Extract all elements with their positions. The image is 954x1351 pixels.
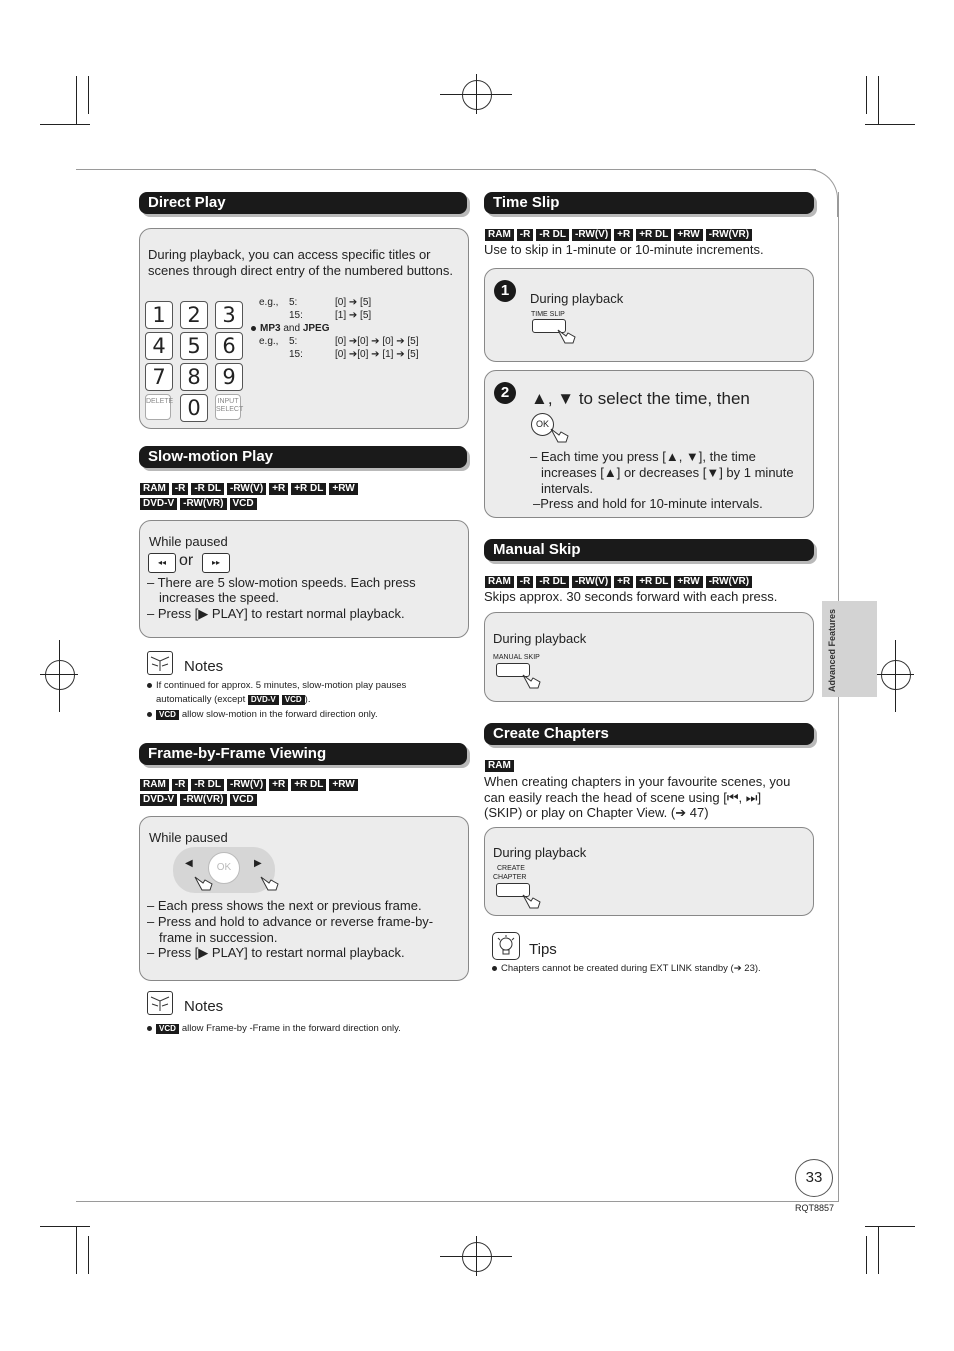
example-15-keys: [1] ➔ [5] — [335, 310, 372, 321]
disc-badge: -RW(V) — [572, 229, 611, 241]
top-rule — [76, 169, 816, 170]
notes-icon — [147, 651, 173, 675]
registration-line — [895, 640, 896, 712]
page-number: 33 — [795, 1159, 833, 1197]
fast-forward-button: ▸▸ — [202, 553, 230, 573]
disc-badge: +R DL — [291, 483, 326, 495]
slow-motion-line1: – There are 5 slow-motion speeds. Each press — [147, 575, 416, 590]
crop-mark — [76, 76, 77, 124]
time-slip-desc: Use to skip in 1-minute or 10-minute increments. — [484, 242, 764, 257]
example-mp3-15-keys: [0] ➔[0] ➔ [1] ➔ [5] — [335, 349, 419, 360]
disc-badge: RAM — [485, 229, 514, 241]
delete-key-label: DELETE — [146, 398, 174, 405]
example-5-number: 5: — [289, 297, 298, 308]
disc-badge: -R DL — [191, 483, 224, 495]
badge-row — [140, 779, 361, 794]
slow-motion-note1-cont — [156, 693, 310, 707]
jpeg-label: JPEG — [302, 323, 330, 334]
create-chapter-button-label-1: CREATE — [497, 865, 525, 872]
crop-mark — [865, 124, 915, 125]
number-key-0: 0 — [180, 394, 208, 422]
disc-badge: -RW(V) — [572, 576, 611, 588]
create-chapters-heading: Create Chapters — [484, 723, 814, 745]
disc-badge: +R — [269, 483, 288, 495]
number-key-8: 8 — [180, 363, 208, 391]
frame-by-frame-line2: – Press and hold to advance or reverse frame-by- — [147, 914, 434, 929]
ok-button-label: OK — [535, 419, 549, 429]
left-arrow-icon: ◀ — [185, 858, 193, 869]
example-mp3-5-keys: [0] ➔[0] ➔ [0] ➔ [5] — [335, 336, 419, 347]
disc-badge: -R DL — [536, 229, 569, 241]
step-2-number: 2 — [494, 382, 516, 404]
number-key-9: 9 — [215, 363, 243, 391]
notes-icon — [147, 991, 173, 1015]
time-slip-heading: Time Slip — [484, 192, 814, 214]
crop-mark — [878, 1226, 879, 1274]
slow-motion-while-paused: While paused — [149, 534, 228, 549]
registration-mark — [45, 660, 75, 690]
advanced-features-label: Advanced Features — [827, 608, 837, 692]
and-label: and — [283, 323, 301, 334]
disc-badge: +RW — [674, 576, 702, 588]
disc-badge: DVD-V — [140, 498, 177, 510]
step-1-number: 1 — [494, 280, 516, 302]
disc-badge: -R DL — [191, 779, 224, 791]
hand-press-icon — [548, 426, 572, 444]
registration-mark — [462, 80, 492, 110]
crop-mark — [40, 124, 90, 125]
number-key-6: 6 — [215, 332, 243, 360]
disc-badge: -RW(VR) — [706, 229, 752, 241]
create-chapters-desc1: When creating chapters in your favourite scenes, you — [484, 774, 791, 789]
disc-badge: DVD-V — [140, 794, 177, 806]
time-slip-button-label: TIME SLIP — [531, 311, 565, 318]
frame-by-frame-line1: – Each press shows the next or previous frame. — [147, 898, 422, 913]
disc-badge: -RW(V) — [227, 779, 266, 791]
frame-by-frame-while-paused: While paused — [149, 830, 228, 845]
disc-badge: +R — [614, 229, 633, 241]
example-mp3-15-number: 15: — [289, 349, 303, 360]
registration-line — [476, 1236, 477, 1276]
note2-text: allow slow-motion in the forward direction only. — [181, 709, 378, 720]
create-chapters-step-text: During playback — [493, 845, 587, 860]
manual-skip-button-label: MANUAL SKIP — [493, 654, 540, 661]
badge-row — [140, 498, 361, 513]
create-chapters-desc2: can easily reach the head of scene using [⏮, ⏭] — [484, 790, 762, 805]
disc-badge: +RW — [329, 483, 357, 495]
disc-badge: VCD — [230, 498, 257, 510]
number-key-1: 1 — [145, 301, 173, 329]
disc-badge: -R DL — [536, 576, 569, 588]
disc-badge: DVD-V — [248, 695, 279, 705]
frame-by-frame-heading: Frame-by-Frame Viewing — [139, 743, 467, 765]
rewind-button: ◂◂ — [148, 553, 176, 573]
disc-badge: -R — [172, 779, 189, 791]
input-select-key — [215, 394, 244, 420]
ok-button-label: OK — [216, 862, 232, 873]
time-slip-step1-text: During playback — [530, 291, 624, 306]
slow-motion-notes-label: Notes — [184, 658, 224, 675]
bullet-icon — [251, 326, 256, 331]
bottom-rule — [76, 1201, 839, 1202]
disc-badge: -R — [517, 229, 534, 241]
disc-badge: +R — [269, 779, 288, 791]
tips-lightbulb-icon — [492, 932, 520, 960]
time-slip-step2-line4: –Press and hold for 10-minute intervals. — [533, 496, 763, 511]
example-mp3-5-number: 5: — [289, 336, 298, 347]
disc-badge: +R DL — [291, 779, 326, 791]
hand-press-icon — [259, 874, 281, 892]
manual-skip-heading: Manual Skip — [484, 539, 814, 561]
disc-badge: +RW — [674, 229, 702, 241]
disc-badge: RAM — [140, 779, 169, 791]
badge-row — [485, 760, 517, 775]
input-select-key-label: INPUT SELECT — [216, 398, 244, 413]
example-label-2: e.g., — [259, 336, 279, 347]
bullet-icon — [147, 712, 152, 717]
hand-press-icon — [520, 892, 544, 910]
crop-mark — [865, 1226, 915, 1227]
tip-text — [492, 962, 761, 976]
mp3-jpeg-line — [251, 322, 330, 336]
or-label: or — [179, 552, 194, 569]
disc-badge: -R — [517, 576, 534, 588]
disc-badge: -R — [172, 483, 189, 495]
disc-badge: -RW(VR) — [180, 794, 226, 806]
disc-badge: +R DL — [636, 576, 671, 588]
note1-text-c: ). — [304, 694, 311, 705]
bullet-icon — [147, 1026, 152, 1031]
crop-mark — [878, 76, 879, 124]
slow-motion-disc-badges — [140, 483, 361, 513]
badge-row — [140, 794, 361, 809]
right-rule — [838, 192, 839, 1202]
disc-badge: -RW(V) — [227, 483, 266, 495]
frame-by-frame-line2b: frame in succession. — [159, 930, 278, 945]
disc-badge: VCD — [156, 710, 179, 720]
time-slip-step2-line1: – Each time you press [▲, ▼], the time — [530, 449, 756, 464]
disc-badge: RAM — [140, 483, 169, 495]
time-slip-step2-text: ▲, ▼ to select the time, then — [531, 389, 750, 408]
hand-press-icon — [520, 672, 544, 690]
hand-press-icon — [555, 327, 579, 345]
create-chapters-disc-badges — [485, 760, 517, 775]
direct-play-heading: Direct Play — [139, 192, 467, 214]
number-key-7: 7 — [145, 363, 173, 391]
tips-label: Tips — [529, 941, 557, 958]
note1-text: If continued for approx. 5 minutes, slow-motion play pauses — [156, 680, 407, 691]
crop-mark — [866, 76, 867, 114]
mp3-label: MP3 — [260, 323, 281, 334]
disc-badge: +R DL — [636, 229, 671, 241]
time-slip-step2-line3: intervals. — [541, 481, 594, 496]
disc-badge: -RW(VR) — [180, 498, 226, 510]
delete-key — [145, 394, 174, 420]
number-key-2: 2 — [180, 301, 208, 329]
disc-badge: VCD — [156, 1024, 179, 1034]
manual-skip-desc: Skips approx. 30 seconds forward with each press. — [484, 589, 778, 604]
right-arrow-icon: ▶ — [254, 858, 262, 869]
slow-motion-note1 — [147, 679, 406, 693]
create-chapters-desc3: (SKIP) or play on Chapter View. (➔ 47) — [484, 805, 709, 820]
tip-text-content: Chapters cannot be created during EXT LINK standby (➔ 23). — [501, 963, 761, 974]
frame-by-frame-note — [147, 1022, 401, 1036]
slow-motion-note2 — [147, 708, 378, 722]
disc-badge: RAM — [485, 576, 514, 588]
registration-mark — [462, 1242, 492, 1272]
bullet-icon — [147, 683, 152, 688]
create-chapter-button-label-2: CHAPTER — [493, 874, 527, 881]
slow-motion-heading: Slow-motion Play — [139, 446, 467, 468]
crop-mark — [40, 1226, 90, 1227]
slow-motion-line2: – Press [▶ PLAY] to restart normal playback. — [147, 606, 405, 621]
example-label: e.g., — [259, 297, 279, 308]
registration-mark — [881, 660, 911, 690]
example-5-keys: [0] ➔ [5] — [335, 297, 372, 308]
manual-skip-step-text: During playback — [493, 631, 587, 646]
frame-by-frame-disc-badges — [140, 779, 361, 809]
disc-badge: -RW(VR) — [706, 576, 752, 588]
crop-mark — [76, 1226, 77, 1274]
crop-mark — [88, 1236, 89, 1274]
bullet-icon — [492, 966, 497, 971]
frame-by-frame-line3: – Press [▶ PLAY] to restart normal playback. — [147, 945, 405, 960]
disc-badge: +RW — [329, 779, 357, 791]
frame-note-text: allow Frame-by -Frame in the forward direction only. — [181, 1023, 401, 1034]
advanced-features-tab — [822, 601, 877, 697]
disc-badge: RAM — [485, 760, 514, 772]
disc-badge: VCD — [282, 695, 305, 705]
registration-line — [59, 640, 60, 712]
document-code: RQT8857 — [795, 1203, 835, 1213]
disc-badge: VCD — [230, 794, 257, 806]
number-key-5: 5 — [180, 332, 208, 360]
crop-mark — [866, 1236, 867, 1274]
number-key-3: 3 — [215, 301, 243, 329]
number-key-4: 4 — [145, 332, 173, 360]
badge-row — [140, 483, 361, 498]
crop-mark — [88, 76, 89, 114]
disc-badge: +R — [614, 576, 633, 588]
frame-by-frame-notes-label: Notes — [184, 998, 224, 1015]
direct-play-intro: During playback, you can access specific titles or scenes through direct entry of the numbered buttons. — [148, 247, 453, 278]
time-slip-step2-line2: increases [▲] or decreases [▼] by 1 minute — [541, 465, 794, 480]
registration-line — [476, 74, 477, 114]
hand-press-icon — [193, 874, 215, 892]
note1-text-b: automatically (except — [156, 694, 246, 705]
example-15-number: 15: — [289, 310, 303, 321]
slow-motion-line1b: increases the speed. — [159, 590, 279, 605]
